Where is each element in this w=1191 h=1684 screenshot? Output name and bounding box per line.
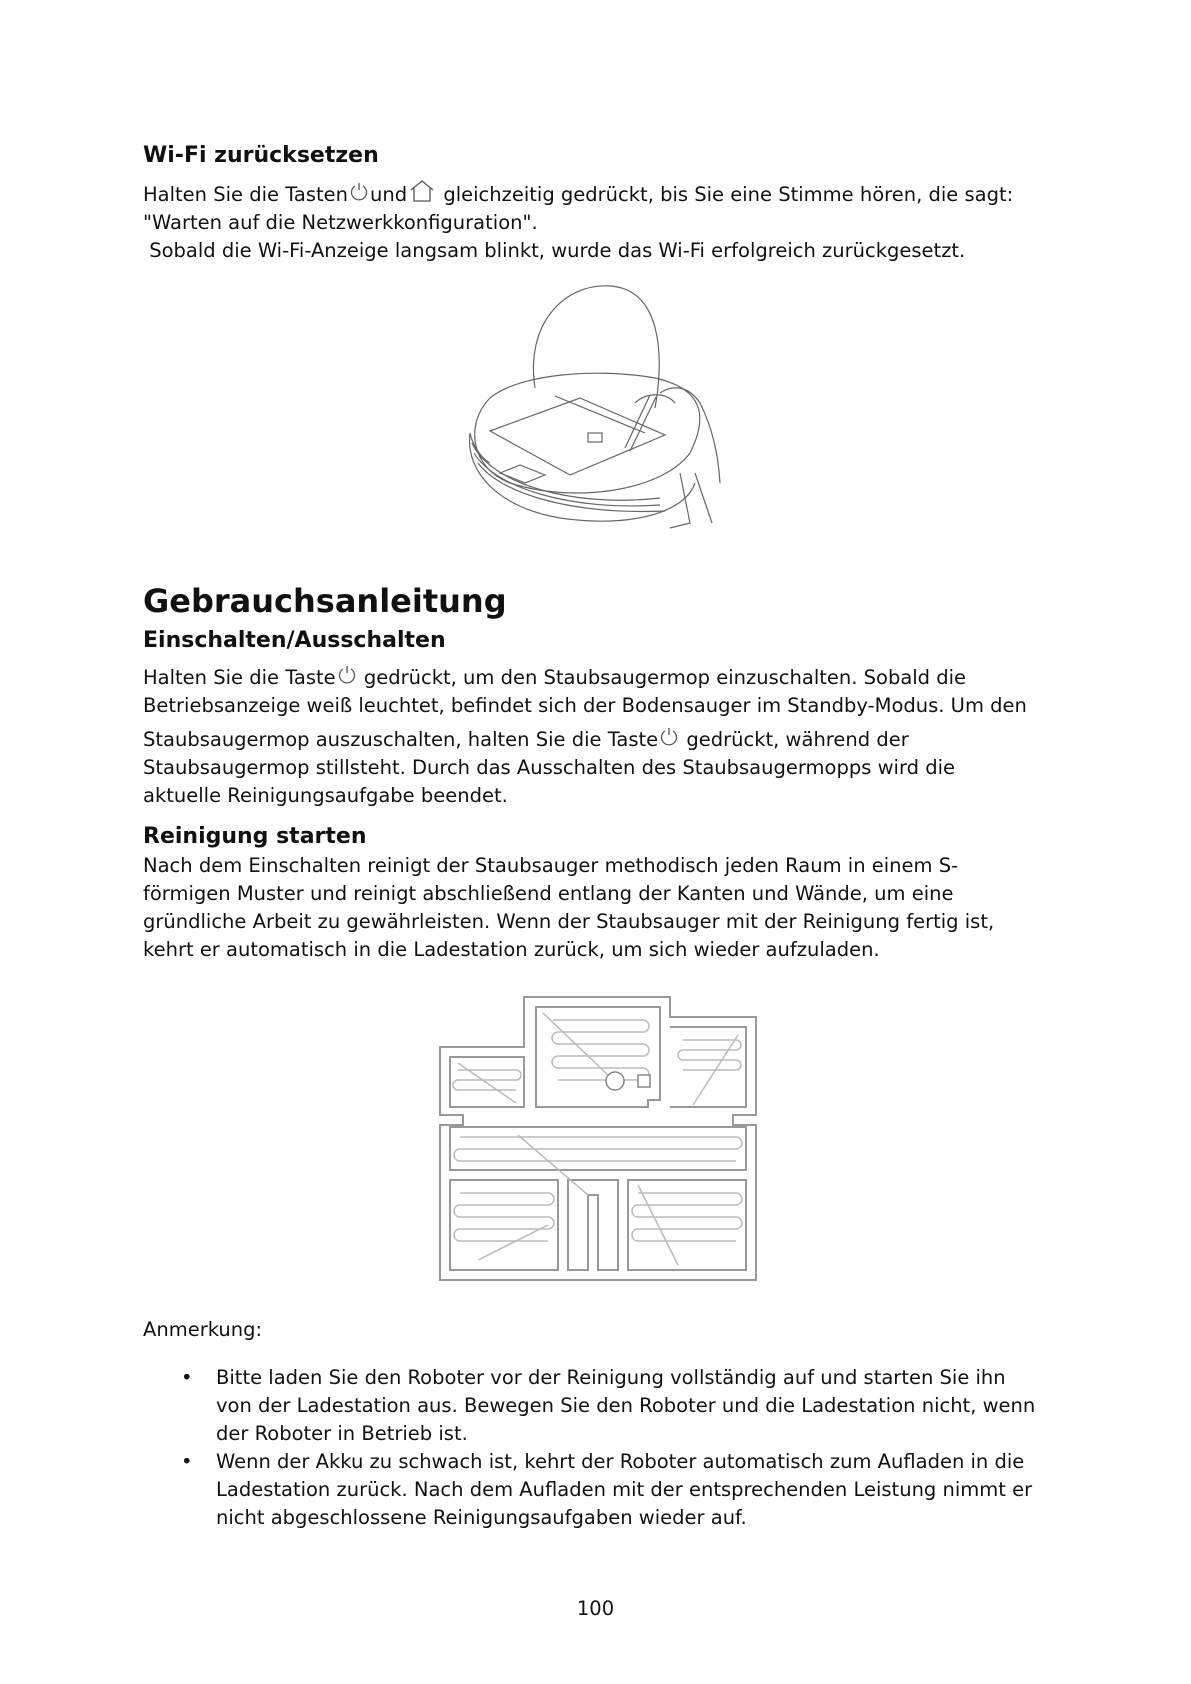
list-item: • Wenn der Akku zu schwach ist, kehrt der Roboter automatisch zum Aufladen in die Ladestation zurück. Nach dem Aufladen mit der entsprechenden Leistung nimmt er nicht abgeschlossene Reinigungsaufgaben wieder auf. [181, 1450, 1033, 1529]
list-item: • Bitte laden Sie den Roboter vor der Reinigung vollständig auf und starten Sie ihn von der Ladestation aus. Bewegen Sie den Roboter und die Ladestation nicht, wenn der Roboter in Betrieb ist. [181, 1366, 1036, 1445]
note-section [143, 1316, 1073, 1532]
power-icon [659, 726, 679, 748]
clean-paragraph: Nach dem Einschalten reinigt der Staubsauger methodisch jeden Raum in einem S- förmigen Muster und reinigt abschließend entlang der Kanten und Wände, um eine gründliche Arbeit zu gewährleisten. Wenn der Staubsauger mit der Reinigung fertig ist, kehrt er automatisch in die Ladestation zurück, um sich wieder aufzuladen. [143, 854, 995, 961]
cleaning-path-diagram [438, 995, 758, 1285]
wifi-heading: Wi-Fi zurücksetzen [143, 143, 379, 168]
power-icon [349, 181, 369, 203]
power-icon [337, 664, 357, 686]
note-list [143, 1364, 1073, 1532]
power-paragraph: Halten Sie die Taste gedrückt, um den Staubsaugermop einzuschalten. Sobald die Betriebsanzeige weiß leuchtet, befindet sich der Bodensauger im Standby-Modus. Um den Staubsaugermop auszuschalten, halten Sie die Taste gedrückt, während der Staubsaugermop stillsteht. Durch das Ausschalten des Staubsaugermopps wird die aktuelle Reinigungsaufgabe beendet. [143, 666, 1027, 807]
usage-title: Gebrauchsanleitung [143, 582, 507, 620]
home-icon [408, 179, 436, 203]
usage-section [143, 581, 1073, 964]
page-number: 100 [576, 1597, 615, 1620]
power-heading: Einschalten/Ausschalten [143, 628, 446, 653]
robot-lid-illustration [460, 283, 740, 553]
wifi-section [143, 141, 1073, 265]
clean-heading: Reinigung starten [143, 824, 367, 849]
wifi-paragraph: Halten Sie die Tasten und gleichzeitig gedrückt, bis Sie eine Stimme hören, die sagt: "Warten auf die Netzwerkkonfiguration". Sobald die Wi-Fi-Anzeige langsam blinkt, wurde das Wi-Fi erfolgreich zurückgesetzt. [143, 179, 1073, 265]
note-label: Anmerkung: [143, 1318, 263, 1341]
